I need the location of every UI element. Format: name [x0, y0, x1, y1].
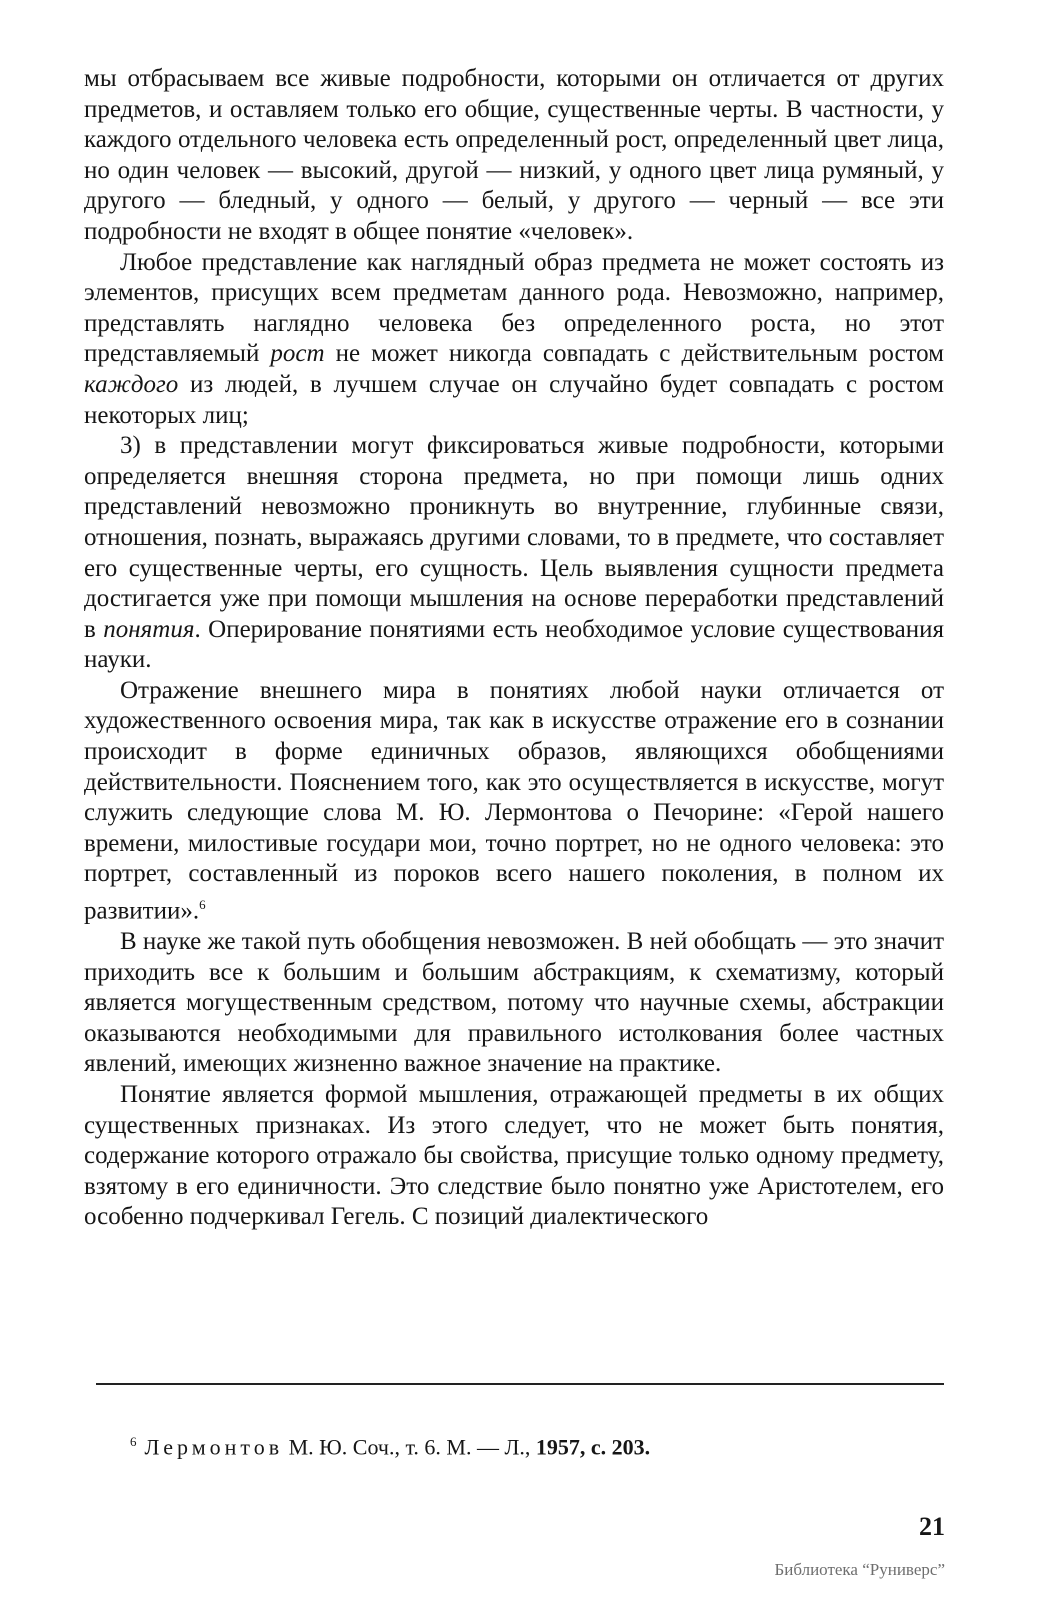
- footnote-citation-tail: 1957, с. 203.: [535, 1434, 651, 1460]
- italic-term: каждого: [84, 370, 179, 398]
- paragraph: [84, 676, 944, 927]
- footnote-reference: 6: [199, 897, 206, 913]
- paragraph-text: из людей, в лучшем случае он случайно будет совпадать с ростом некоторых лиц;: [84, 370, 944, 429]
- footnote-marker: 6: [130, 1434, 137, 1449]
- footnote: [130, 1428, 930, 1461]
- paragraph: [84, 927, 944, 1080]
- page-number: 21: [919, 1512, 945, 1541]
- paragraph-text: Понятие является формой мышления, отражающей предметы в их общих существенных признаках. Из этого следует, что не может быть понятия, содержание которого отражало бы свойства, присущие только одному предмету, взятому в его единичности. Это следствие было понятно уже Аристотелем, его особенно подчеркивал Гегель. С позиций диалектического: [84, 1080, 944, 1231]
- paragraph-numbered: [84, 431, 944, 676]
- paragraph-text: Отражение внешнего мира в понятиях любой науки отличается от художественного освоения мира, так как в искусстве отражение его в сознании происходит в форме единичных образов, являющихся обобщениями действительности. Пояснением того, как это осуществляется в искусстве, могут служить следующие слова М. Ю. Лермонтова о Печорине: «Герой нашего времени, милостивые государи мои, точно портрет, но не одного человека: это портрет, составленный из пороков всего нашего поколения, в полном их развитии».: [84, 676, 944, 925]
- paragraph-text: . Оперирование понятиями есть необходимое условие существования науки.: [84, 615, 944, 674]
- paragraph-text: не может никогда совпадать с действительным ростом: [324, 340, 944, 368]
- paragraph-text: 3) в представлении могут фиксироваться живые подробности, которыми определяется внешняя сторона предмета, но при помощи лишь одних представлений невозможно проникнуть во внутренние, глубинные связи, отношения, познать, выражаясь другими словами, то в предмете, что составляет его существенные черты, его сущность. Цель выявления сущности предмета достигается уже при помощи мышления на основе переработки представлений в: [84, 432, 944, 643]
- paragraph-continuation: [84, 64, 944, 248]
- paragraph: [84, 1080, 944, 1233]
- paragraph-text: мы отбрасываем все живые подробности, которыми он отличается от других предметов, и оставляем только его общие, существенные черты. В частности, у каждого отдельного человека есть определенный рост, определенный цвет лица, но один человек — высокий, другой — низкий, у одного цвет лица румяный, у другого — бледный, у одного — белый, у другого — черный — все эти подробности не входят в общее понятие «человек».: [84, 65, 944, 245]
- paragraph-text: В науке же такой путь обобщения невозможен. В ней обобщать — это значит приходить все к большим и большим абстракциям, к схематизму, который является могущественным средством, потому что научные схемы, абстракции оказываются необходимыми для правильного истолкования более частных явлений, имеющих жизненно важное значение на практике.: [84, 927, 944, 1078]
- italic-term: понятия: [103, 615, 195, 643]
- footnote-author: Лермонтов: [144, 1434, 284, 1460]
- paragraph-text: Любое представление как наглядный образ предмета не может состоять из элементов, присущих всем предметам данного рода. Невозможно, например, представлять наглядно человека без определенного роста, но этот представляемый: [84, 248, 944, 368]
- paragraph: [84, 248, 944, 432]
- main-text: [84, 64, 944, 1233]
- library-credit: Библиотека “Руниверс”: [774, 1560, 945, 1579]
- footnote-divider: [96, 1383, 944, 1385]
- italic-term: рост: [270, 340, 325, 368]
- footnote-citation: М. Ю. Соч., т. 6. М. — Л.,: [283, 1434, 536, 1460]
